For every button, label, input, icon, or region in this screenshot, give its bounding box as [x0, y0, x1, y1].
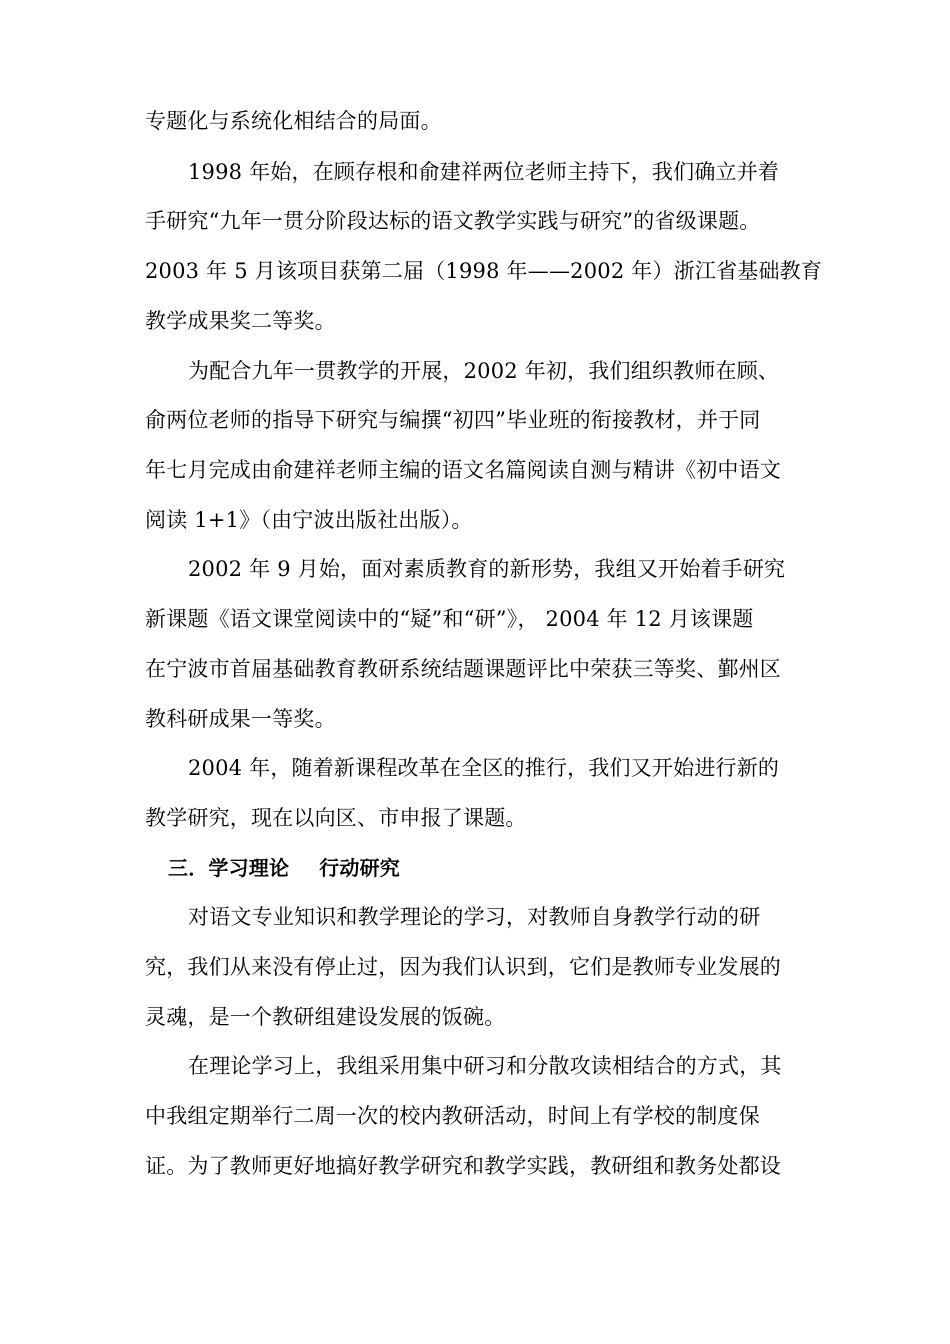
text-line: 2003 年 5 月该项目获第二届（1998 年——2002 年）浙江省基础教育 [145, 259, 823, 283]
text-line: 在理论学习上，我组采用集中研习和分散攻读相结合的方式，其 [188, 1054, 782, 1078]
text-line: 在宁波市首届基础教育教研系统结题课题评比中荣获三等奖、鄞州区 [145, 657, 781, 681]
text-line: 手研究“九年一贯分阶段达标的语文教学实践与研究”的省级课题。 [145, 209, 761, 233]
text-line: 究，我们从来没有停止过，因为我们认识到，它们是教师专业发展的 [145, 955, 781, 979]
text-line: 1998 年始，在顾存根和俞建祥两位老师主持下，我们确立并着 [188, 160, 780, 184]
section-heading-number: 三．学习理论 [168, 856, 290, 880]
section-heading [168, 853, 848, 883]
text-line: 专题化与系统化相结合的局面。 [145, 109, 442, 133]
text-line: 俞两位老师的指导下研究与编撰“初四”毕业班的衔接教材，并于同 [145, 408, 761, 432]
text-line: 证。为了教师更好地搞好教学研究和教学实践，教研组和教务处都设 [145, 1154, 781, 1178]
text-line: 教学研究，现在以向区、市申报了课题。 [145, 806, 527, 830]
section-heading-title: 行动研究 [319, 856, 401, 880]
text-line: 年七月完成由俞建祥老师主编的语文名篇阅读自测与精讲《初中语文 [145, 458, 781, 482]
text-line: 教科研成果一等奖。 [145, 707, 336, 731]
text-line: 为配合九年一贯教学的开展，2002 年初，我们组织教师在顾、 [188, 359, 780, 383]
text-line: 2004 年，随着新课程改革在全区的推行，我们又开始进行新的 [188, 756, 780, 780]
text-line: 灵魂，是一个教研组建设发展的饭碗。 [145, 1005, 506, 1029]
text-line: 阅读 1+1》（由宁波出版社出版）。 [145, 508, 473, 532]
text-line: 中我组定期举行二周一次的校内教研活动，时间上有学校的制度保 [145, 1104, 760, 1128]
text-line: 2002 年 9 月始，面对素质教育的新形势，我组又开始着手研究 [188, 557, 786, 581]
text-line: 教学成果奖二等奖。 [145, 309, 336, 333]
text-line: 新课题《语文课堂阅读中的“疑”和“研”》， 2004 年 12 月该课题 [145, 607, 754, 631]
text-line: 对语文专业知识和教学理论的学习，对教师自身教学行动的研 [188, 905, 761, 929]
